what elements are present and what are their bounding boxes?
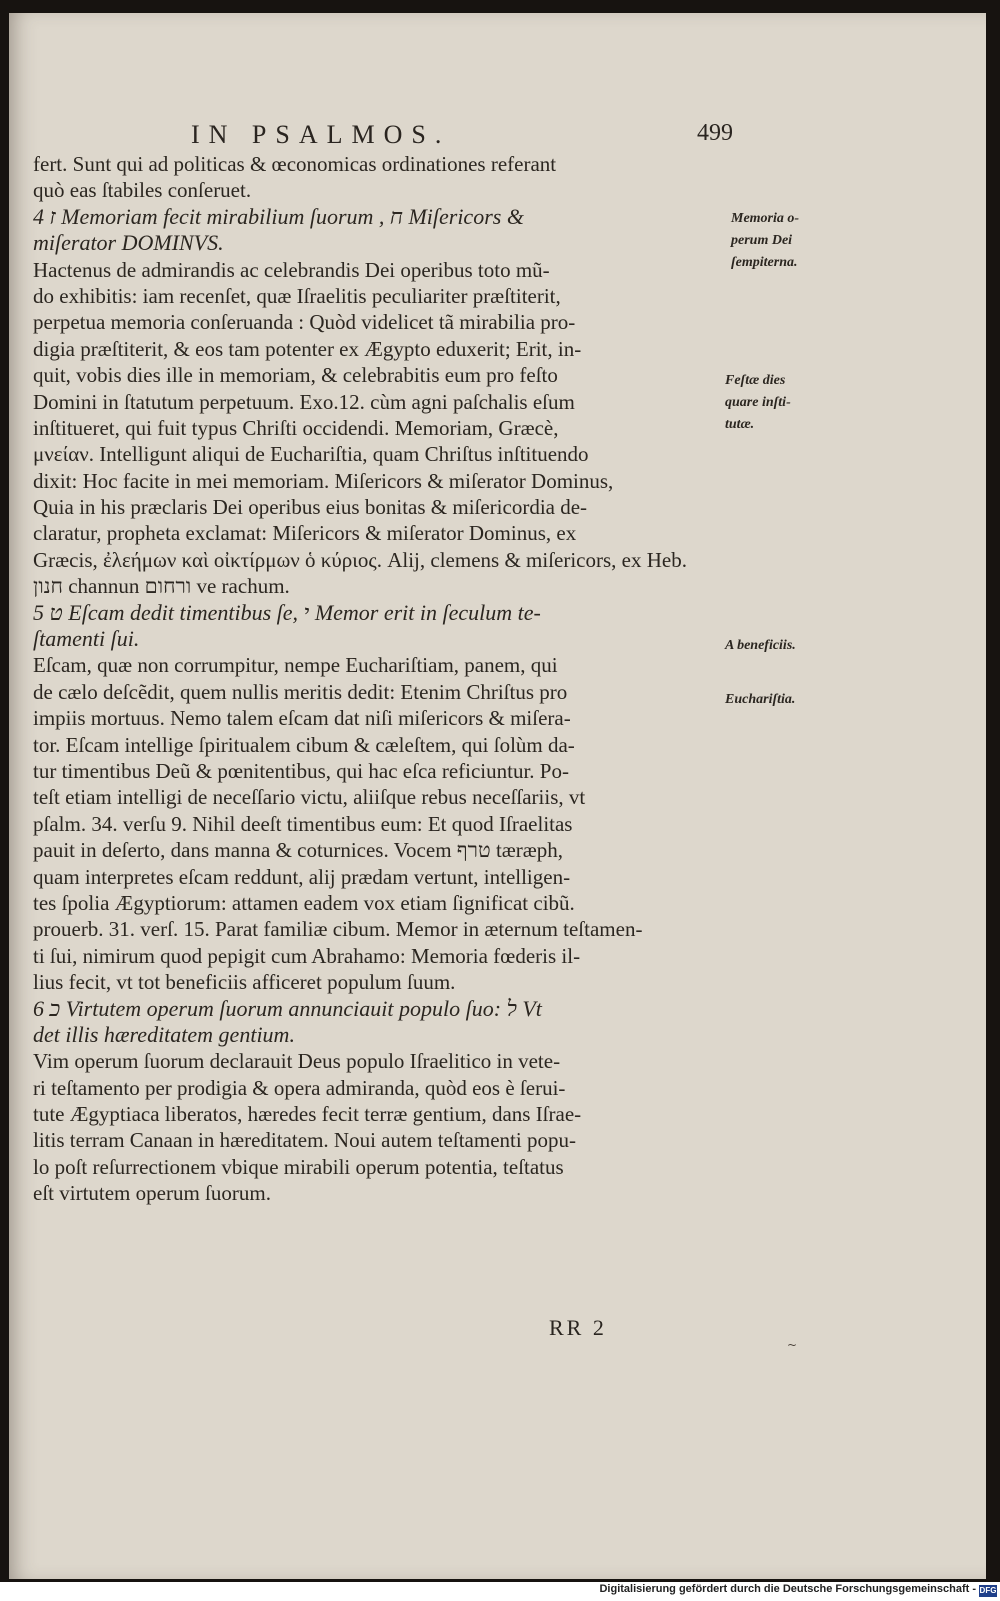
text-line: fert. Sunt qui ad politicas & œconomicas ordinationes referant — [33, 152, 557, 176]
text-line: Quia in his præclaris Dei operibus eius bonitas & miſericordia de- — [33, 495, 588, 520]
text-line: חנון channun ורחום ve rachum. — [33, 574, 290, 599]
text-line: ri teſtamento per prodigia & opera admiranda, quòd eos è ſerui- — [33, 1075, 566, 1100]
text-line: Eſcam, quæ non corrumpitur, nempe Euchariſtiam, panem, qui — [33, 653, 558, 678]
text-line: Vim operum ſuorum declarauit Deus populo Iſraelitico in vete- — [33, 1049, 561, 1074]
body-text — [33, 151, 753, 1207]
text-line: Hactenus de admirandis ac celebrandis Dei operibus toto mũ- — [33, 257, 550, 282]
text-line: quam interpretes eſcam reddunt, alij prædam vertunt, intelligen- — [33, 864, 571, 889]
text-line: dixit: Hoc facite in mei memoriam. Miſericors & miſerator Dominus, — [33, 468, 614, 493]
text-line: perpetua memoria conſeruanda : Quòd videlicet tã mirabilia pro- — [33, 310, 576, 335]
text-line: quò eas ſtabiles conſeruet. — [33, 178, 252, 203]
footer-credit: Digitalisierung gefördert durch die Deutsche Forschungsgemeinschaft - — [599, 1583, 976, 1595]
text-line: μνείαν. Intelligunt aliqui de Euchariſtia, quam Chriſtus inſtituendo — [33, 442, 589, 467]
verse-line: 4 ז Memoriam fecit mirabilium ſuorum , ח Miſericors & — [33, 203, 524, 229]
running-title: IN PSALMOS. — [191, 120, 451, 149]
page-header — [9, 120, 986, 150]
book-page — [9, 13, 986, 1579]
text-line: tute Ægyptiaca liberatos, hæredes fecit terræ gentium, dans Iſrae- — [33, 1102, 582, 1127]
text-line: impiis mortuus. Nemo talem eſcam dat niſi miſericors & miſera- — [33, 706, 571, 731]
text-line: pauit in deſerto, dans manna & coturnices. Vocem טרף tæræph, — [33, 838, 564, 863]
text-line: do exhibitis: iam recenſet, quæ Iſraelitis peculiariter præſtiterit, — [33, 283, 561, 308]
margin-note-eucharistia: Euchariſtia. — [725, 692, 796, 707]
verse-line: det illis hæreditatem gentium. — [33, 1021, 295, 1047]
dfg-logo-icon: DFG — [979, 1586, 997, 1595]
text-line: Domini in ſtatutum perpetuum. Exo.12. cùm agni paſchalis eſum — [33, 389, 575, 414]
verse-line: miſerator DOMINVS. — [33, 230, 224, 256]
text-line: Græcis, ἐλεήμων καὶ οἰκτίρμων ὁ κύριος. Alij, clemens & miſericors, ex Heb. — [33, 547, 687, 572]
text-line: quit, vobis dies ille in memoriam, & celebrabitis eum pro feſto — [33, 363, 558, 388]
text-line: digia præſtiterit, & eos tam potenter ex Ægypto eduxerit; Erit, in- — [33, 336, 582, 361]
text-line: claratur, propheta exclamat: Miſericors & miſerator Dominus, ex — [33, 521, 577, 546]
text-line: ti ſui, nimirum quod pepigit cum Abrahamo: Memoria fœderis il- — [33, 943, 581, 968]
page-number: 499 — [697, 120, 733, 146]
text-line: tes ſpolia Ægyptiorum: attamen eadem vox etiam ſignificat cibũ. — [33, 890, 575, 915]
text-line: eſt virtutem operum ſuorum. — [33, 1181, 271, 1206]
text-line: lo poſt reſurrectionem vbique mirabili operum potentia, teſtatus — [33, 1154, 564, 1179]
text-line: prouerb. 31. verſ. 15. Parat familiæ cibum. Memor in æternum teſtamen- — [33, 917, 643, 942]
text-line: pſalm. 34. verſu 9. Nihil deeſt timentibus eum: Et quod Iſraelitas — [33, 811, 573, 836]
text-line: lius fecit, vt tot beneficiis afficeret populum ſuum. — [33, 970, 456, 995]
margin-note-festae-dies: Feſtæ dies quare inſti- tutæ. — [725, 373, 791, 432]
signature-mark: RR 2 — [549, 1315, 607, 1340]
margin-note-memoria: Memoria o- perum Dei ſempiterna. — [731, 211, 800, 270]
ink-speck: ~ — [787, 1338, 798, 1352]
text-line: teſt etiam intelligi de neceſſario victu, aliiſque rebus neceſſariis, vt — [33, 785, 586, 810]
text-line: inſtitueret, qui fuit typus Chriſti occidendi. Memoriam, Græcè, — [33, 415, 559, 440]
text-line: tur timentibus Deũ & pœnitentibus, qui hac eſca reficiuntur. Po- — [33, 758, 569, 783]
footer-bar — [0, 1582, 1000, 1601]
verse-line: ſtamenti ſui. — [33, 626, 140, 652]
verse-line: 6 כ Virtutem operum ſuorum annunciauit populo ſuo: ל Vt — [33, 995, 542, 1021]
text-line: litis terram Canaan in hæreditatem. Noui autem teſtamenti popu- — [33, 1128, 576, 1153]
verse-line: 5 ט Eſcam dedit timentibus ſe, י Memor erit in ſeculum te- — [33, 599, 541, 625]
text-line: de cælo deſcẽdit, quem nullis meritis dedit: Etenim Chriſtus pro — [33, 679, 568, 704]
margin-note-a-beneficiis: A beneficiis. — [725, 638, 796, 653]
text-line: tor. Eſcam intellige ſpiritualem cibum & cæleſtem, qui ſolùm da- — [33, 732, 575, 757]
